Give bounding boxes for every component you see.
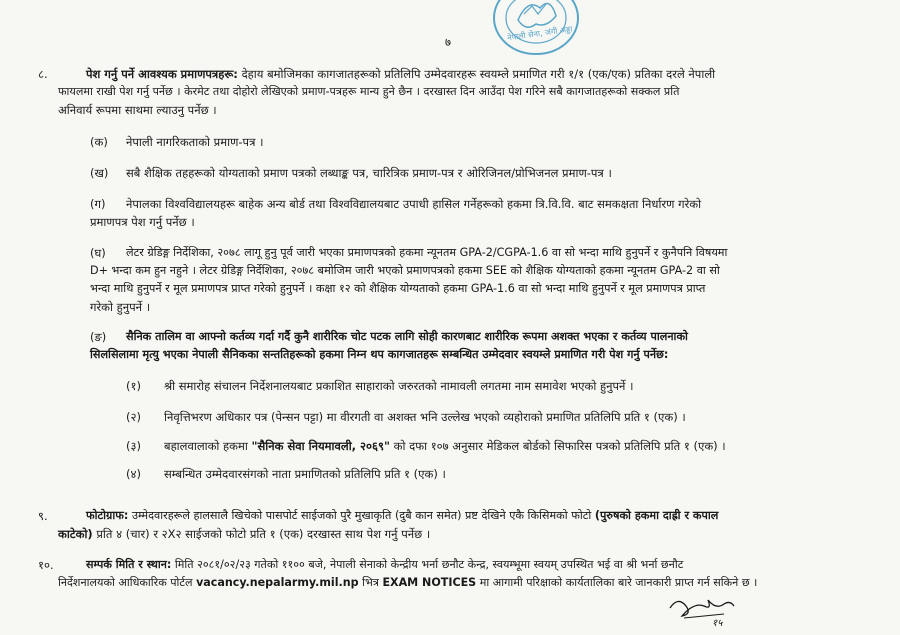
- section-10-text-2a: निर्देशनालयको आधिकारिक पोर्टल: [58, 576, 197, 589]
- item-ga-label: (ग): [90, 197, 106, 211]
- section-9-line-1: [86, 508, 718, 524]
- section-9-number: ९.: [38, 509, 48, 523]
- item-gha-line-2: D+ भन्दा कम हुन नहुने । लेटर ग्रेडिङ्ग निर्देशिका, २०७८ बमोजिम जारी भएको प्रमाणपत्रको हकमा SEE को शैक्षिक योग्यताको हकमा न्यूनतम GPA-2 वा सो: [90, 264, 720, 277]
- handwritten-signature: [664, 592, 740, 632]
- sub-item-3-part-a: बहालवालाको हकमा: [164, 439, 252, 453]
- sub-item-2-label: (२): [126, 410, 141, 424]
- item-kha-label: (ख): [90, 166, 109, 180]
- item-ka-text: नेपाली नागरिकताको प्रमाण-पत्र ।: [126, 135, 264, 149]
- page-number: ७: [445, 35, 451, 49]
- section-9-text-2: प्रति ४ (चार) र २X२ साईजको फोटो प्रति १ (एक) दरखास्त साथ पेश गर्नु पर्नेछ ।: [92, 527, 431, 541]
- portal-url: vacancy.nepalarmy.mil.np: [196, 576, 359, 589]
- section-8-title: पेश गर्नु पर्ने आवश्यक प्रमाणपत्रहरू:: [86, 67, 238, 81]
- sub-item-4-text: सम्बन्धित उम्मेदवारसंगको नाता प्रमाणितको प्रतिलिपि प्रति १ (एक) ।: [164, 467, 446, 481]
- item-nga-line-1: सैनिक तालिम वा आफ्नो कर्तव्य गर्दा गर्दै कुनै शारीरिक चोट पटक लागि सोही कारणबाट शारीरिक रूपमा अशक्त भएका र कर्तव्य पालनाको: [126, 330, 688, 343]
- item-ka-label: (क): [90, 135, 108, 149]
- section-9-title: फोटोग्राफ:: [86, 509, 129, 522]
- section-8-line-3: अनिवार्य रूपमा साथमा ल्याउनु पर्नेछ ।: [58, 103, 217, 117]
- item-gha-line-4: गरेको हुनुपर्ने ।: [90, 300, 151, 314]
- signature-date: १५: [712, 618, 723, 629]
- sub-item-1-label: (१): [126, 379, 141, 393]
- section-10-text-2b: भित्र: [358, 576, 383, 589]
- section-9-bold-1: (पुरुषको हकमा दाह्री र कपाल: [594, 509, 719, 522]
- section-8-number: ८.: [38, 67, 48, 81]
- section-10-text-1: मिति २०८१/०२/२३ गतेको ११०० बजे, नेपाली सेनाको केन्द्रीय भर्ना छनौट केन्द्र, स्वयम्भूमा स्वयम् उपस्थित भई वा श्री भर्ना छनौट: [171, 558, 684, 571]
- section-10-text-2c: मा आगामी परिक्षाको कार्यतालिका बारे जानकारी प्राप्त गर्न सकिने छ ।: [476, 576, 758, 589]
- section-8-line-1: [86, 66, 715, 82]
- sub-item-4-label: (४): [126, 467, 141, 481]
- section-9-text-1: उम्मेदवारहरूले हालसालै खिचेको पासपोर्ट साईजको पुरै मुखाकृति (दुबै कान समेत) प्रष्ट देखिने एकै किसिमको फोटो: [128, 509, 595, 522]
- section-10-title: सम्पर्क मिति र स्थान:: [86, 558, 172, 571]
- section-9-bold-2: काटेको): [58, 527, 93, 541]
- item-ga-line-2: प्रमाणपत्र पेश गर्नु पर्नेछ ।: [90, 215, 195, 229]
- item-ga-line-1: नेपालका विश्वविद्यालयहरू बाहेक अन्य बोर्ड तथा विश्वविद्यालयबाट उपाधी हासिल गर्नेहरूको हकमा त्रि.वि.वि. बाट समकक्षता निर्धारण गरेको: [126, 197, 702, 211]
- item-gha-line-3: भन्दा माथि हुनुपर्ने र मूल प्रमाणपत्र प्राप्त गरेको हुनुपर्ने । कक्षा १२ को शैक्षिक योग्यताको हकमा GPA-1.6 वा सो भन्दा माथि हुनुपर्ने र मूल प्रमाणपत्र प्राप्त: [90, 282, 706, 295]
- item-gha-line-1: लेटर ग्रेडिङ्ग निर्देशिका, २०७८ लागू हुनु पूर्व जारी भएका प्रमाणपत्रको हकमा न्यूनतम GPA-2/CGPA-1.6 वा सो भन्दा माथि हुनुपर्ने र कुनैपनि विषयमा: [126, 246, 728, 259]
- item-nga-label: (ङ): [90, 330, 107, 344]
- sub-item-1-text: श्री समारोह संचालन निर्देशनालयबाट प्रकाशित साहाराको जरुरतको नामावली लगतमा नाम समावेश भएको हुनुपर्ने ।: [164, 379, 634, 393]
- item-nga-line-2: सिलसिलामा मृत्यु भएका नेपाली सैनिकका सन्ततिहरूको हकमा निम्न थप कागजातहरू सम्बन्धित उम्मेदवार स्वयम्ले प्रमाणित गरी पेश गर्नु पर्नेछ:: [90, 348, 669, 361]
- sub-item-3-rule-name: "सैनिक सेवा नियमावली, २०६९": [251, 439, 390, 453]
- sub-item-3-part-c: को दफा १०७ अनुसार मेडिकल बोर्डको सिफारिस पत्रको प्रतिलिपि प्रति १ (एक) ।: [389, 439, 726, 453]
- section-8-text-1: देहाय बमोजिमका कागजातहरूको प्रतिलिपि उम्मेदवारहरू स्वयम्ले प्रमाणित गरी १/१ (एक/एक) प्रतिका दरले नेपाली: [241, 67, 716, 81]
- section-10-number: १०.: [38, 558, 54, 572]
- item-kha-text: सबै शैक्षिक तहहरूको योग्यताको प्रमाण पत्रको लब्धाङ्क पत्र, चारित्रिक प्रमाण-पत्र र ओरिजिनल/प्रोभिजनल प्रमाण-पत्र ।: [126, 166, 612, 180]
- stamp-text: नेपाली सेना, जंगी अड्डा: [506, 24, 573, 43]
- item-gha-label: (घ): [90, 246, 106, 260]
- sub-item-2-text: निवृत्तिभरण अधिकार पत्र (पेन्सन पट्टा) मा वीरगती वा अशक्त भनि उल्लेख भएको व्यहोराको प्रमाणित प्रतिलिपि प्रति १ (एक) ।: [164, 410, 686, 424]
- section-9-line-2: [58, 526, 430, 542]
- exam-notices-label: EXAM NOTICES: [382, 576, 477, 589]
- section-8-line-2: फायलमा राखी पेश गर्नु पर्नेछ । केरमेट तथा दोहोरो लेखिएको प्रमाण-पत्रहरू मान्य हुने छैन । दरखास्त दिन आउँदा पेश गरिने सबै कागजातहरूको सक्कल प्रति: [58, 85, 680, 98]
- section-10-line-2: [58, 575, 757, 591]
- sub-item-3-label: (३): [126, 439, 141, 453]
- section-10-line-1: [86, 557, 683, 573]
- sub-item-3-text: [164, 438, 726, 454]
